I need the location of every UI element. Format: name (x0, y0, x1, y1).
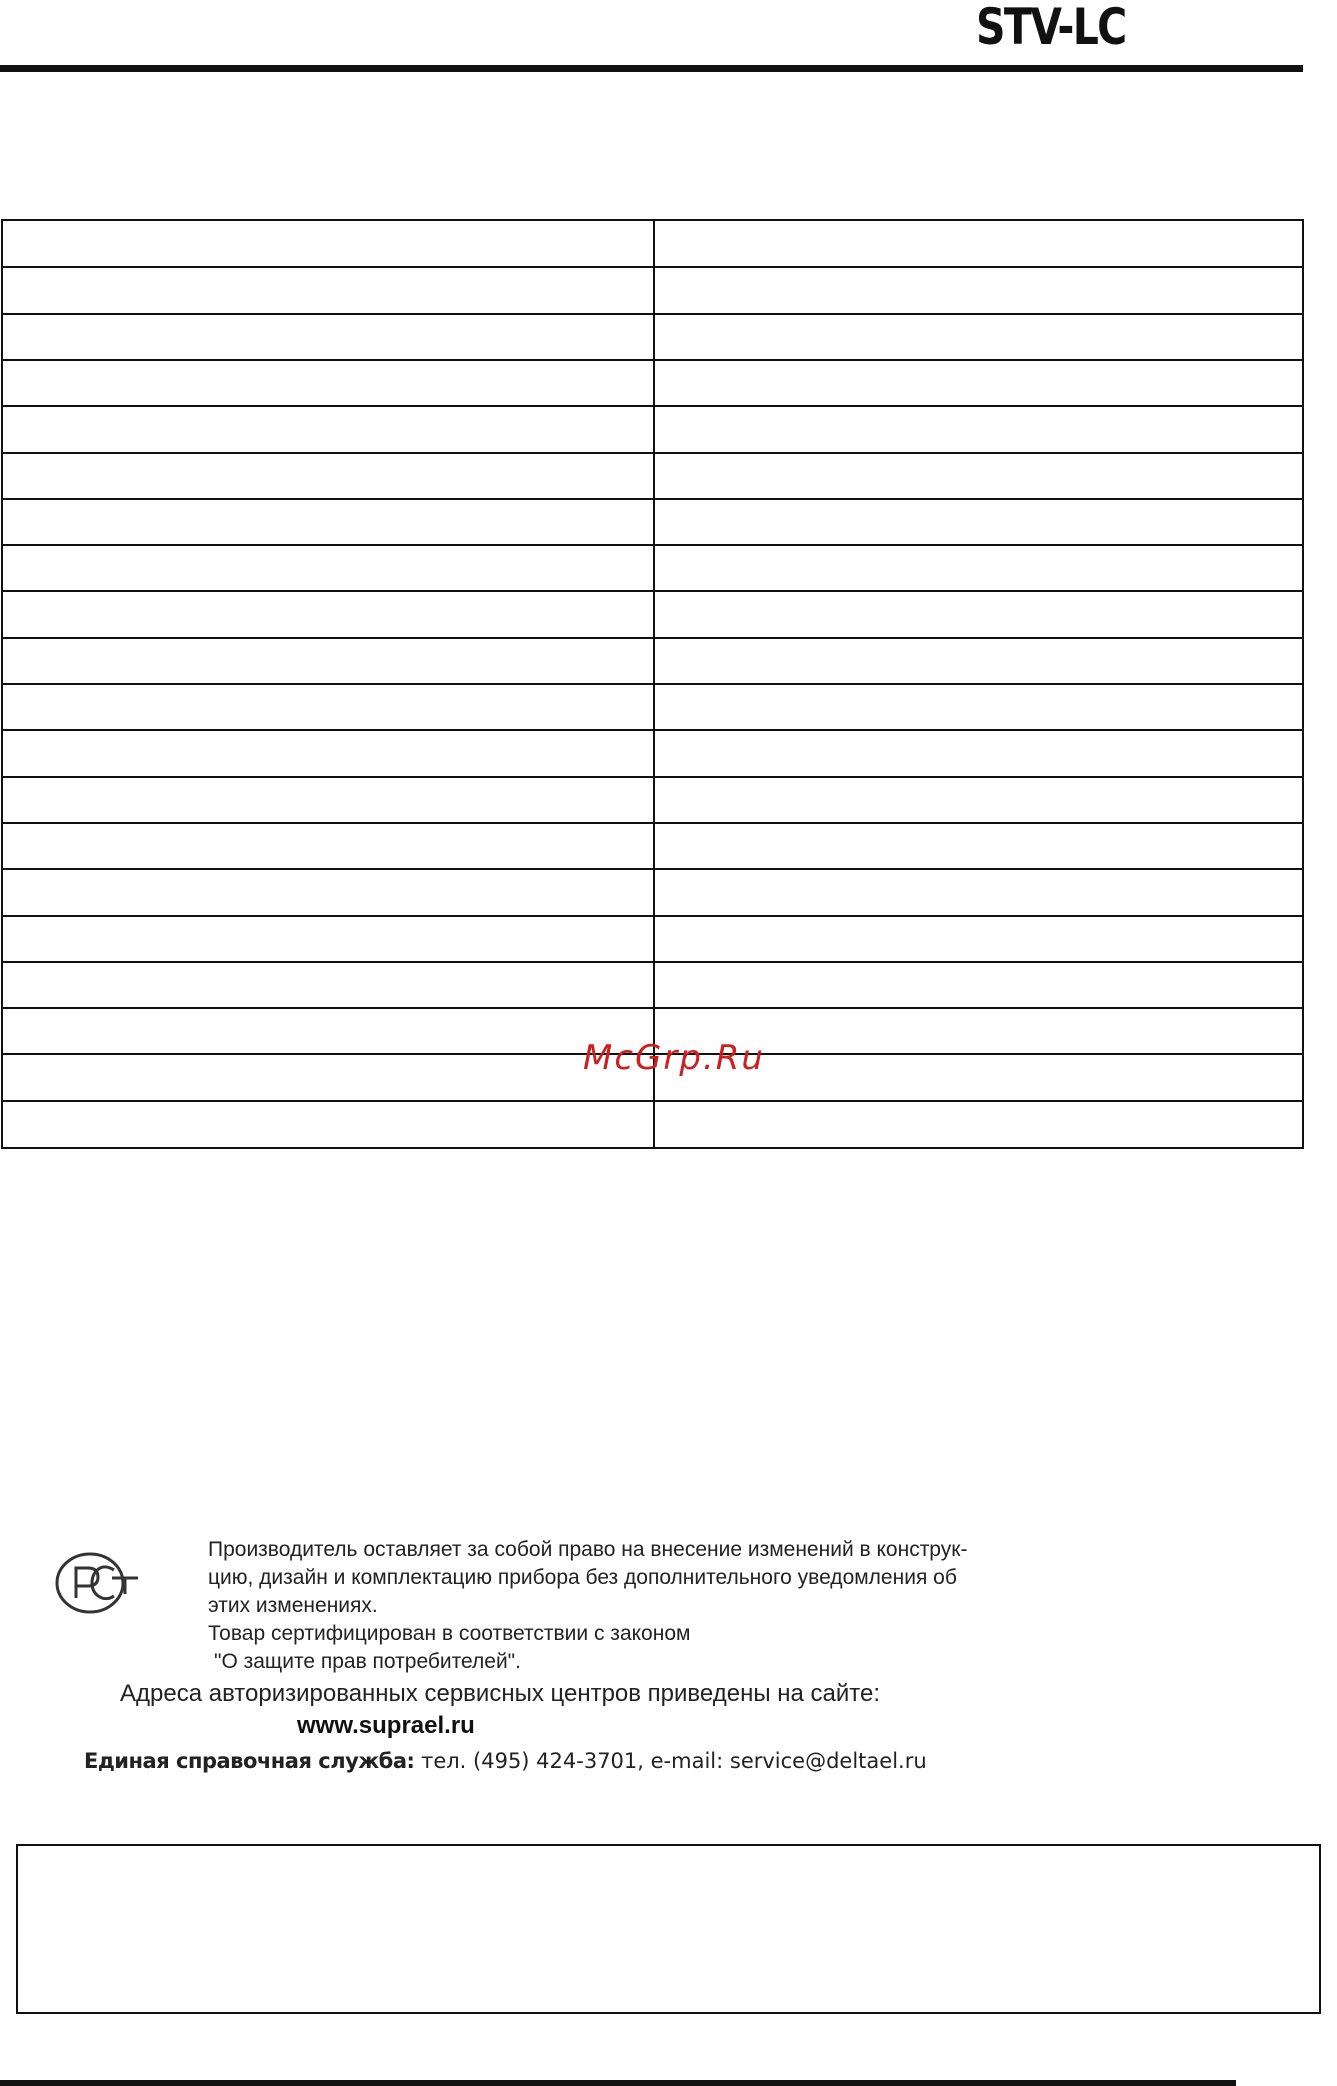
spec-table (1, 219, 1304, 1149)
table-row-divider (3, 452, 1302, 454)
table-row-divider (3, 1100, 1302, 1102)
notice-line: цию, дизайн и комплектацию прибора без дополнительного уведомления об (208, 1566, 957, 1589)
bottom-rule (0, 2080, 1236, 2086)
model-title: STV-LC (976, 0, 1126, 56)
notice-line: "О защите прав потребителей". (214, 1650, 521, 1673)
table-row-divider (3, 637, 1302, 639)
watermark: McGrp.Ru (583, 1038, 765, 1078)
helpdesk-label: Единая справочная служба: (84, 1749, 415, 1773)
empty-info-box (16, 1844, 1321, 2014)
helpdesk-line (84, 1749, 927, 1773)
certification-notice (208, 1536, 1088, 1676)
table-row-divider (3, 729, 1302, 731)
table-row-divider (3, 915, 1302, 917)
rst-certification-mark-icon (50, 1548, 146, 1618)
table-row-divider (3, 1007, 1302, 1009)
table-row-divider (3, 868, 1302, 870)
table-row-divider (3, 683, 1302, 685)
top-rule (0, 65, 1303, 72)
table-row-divider (3, 313, 1302, 315)
table-row-divider (3, 498, 1302, 500)
notice-line: Производитель оставляет за собой право на внесение изменений в конструк- (208, 1538, 968, 1561)
table-row-divider (3, 359, 1302, 361)
table-row-divider (3, 266, 1302, 268)
table-row-divider (3, 776, 1302, 778)
notice-line: этих изменениях. (208, 1594, 378, 1617)
website-link[interactable]: www.suprael.ru (297, 1712, 475, 1739)
table-row-divider (3, 544, 1302, 546)
table-row-divider (3, 590, 1302, 592)
table-row-divider (3, 961, 1302, 963)
notice-line: Товар сертифицирован в соответствии с законом (208, 1622, 691, 1645)
table-row-divider (3, 822, 1302, 824)
service-centers-text: Адреса авторизированных сервисных центров приведены на сайте: (120, 1680, 881, 1707)
helpdesk-contacts: тел. (495) 424-3701, e-mail: service@deltael.ru (421, 1749, 927, 1773)
table-row-divider (3, 405, 1302, 407)
